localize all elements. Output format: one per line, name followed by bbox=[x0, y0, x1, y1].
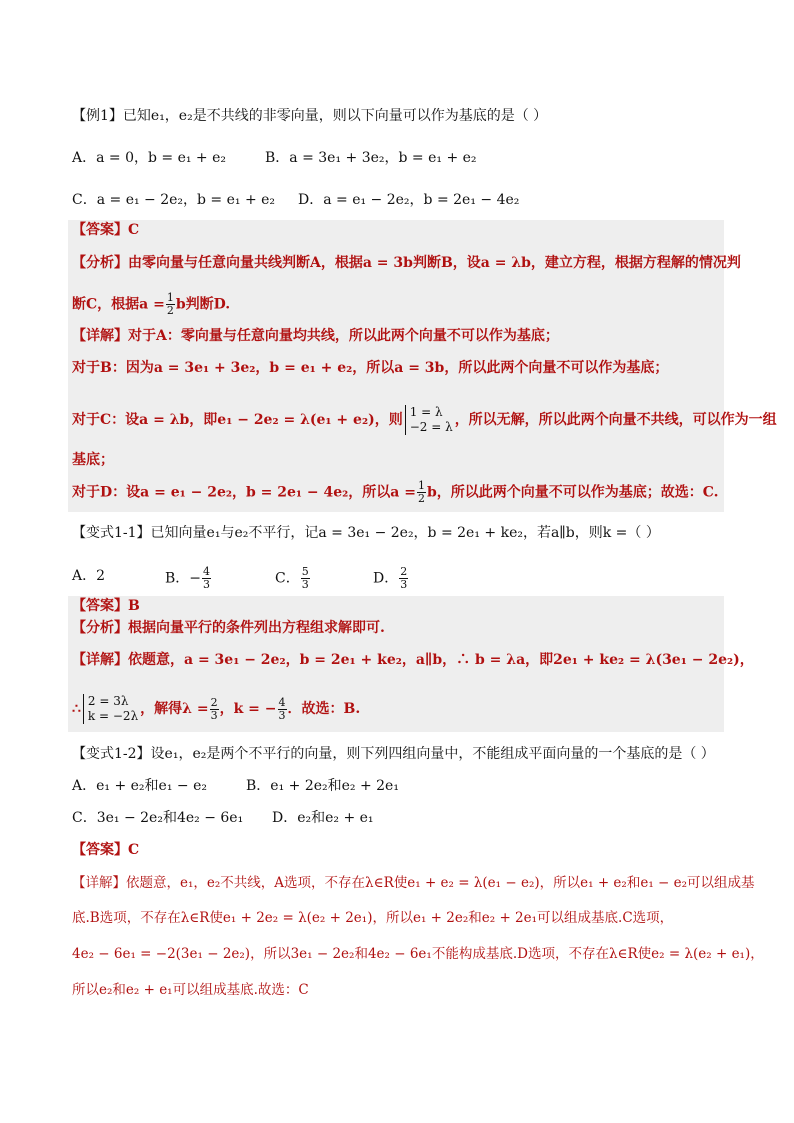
example-1-detail-b: 对于B：因为a = 3e₁ + 3e₂，b = e₁ + e₂，所以a = 3b，所以此两个向量不可以作为基底； bbox=[72, 360, 669, 376]
example-1-detail-a: 【详解】对于A：零向量与任意向量均共线，所以此两个向量不可以作为基底； bbox=[72, 328, 559, 344]
variant-1-2-answer: 【答案】C bbox=[72, 842, 140, 858]
variant-1-2-detail-4: 所以e₂和e₂ + e₁可以组成基底.故选：C bbox=[72, 982, 309, 998]
variant-1-1-option-b: B．− $\frac{4}{3}$ bbox=[165, 565, 211, 591]
variant-1-2-option-c: C．3e₁ − 2e₂和4e₂ − 6e₁ bbox=[72, 810, 244, 826]
example-1-option-d: D．a = e₁ − 2e₂，b = 2e₁ − 4e₂ bbox=[298, 192, 520, 208]
example-1-detail-d: 对于D：设a = e₁ − 2e₂，b = 2e₁ − 4e₂，所以a = $\frac{1}{2}$ b，所以此两个向量不可以作为基底；故选：C. bbox=[72, 479, 719, 505]
variant-1-1-detail-1: 【详解】依题意，a = 3e₁ − 2e₂，b = 2e₁ + ke₂，a∥b，∴ b = λa，即2e₁ + ke₂ = λ(3e₁ − 2e₂)， bbox=[72, 652, 754, 668]
variant-1-1-answer: 【答案】B bbox=[72, 598, 140, 614]
variant-1-1-option-d: D． $\frac{2}{3}$ bbox=[373, 565, 408, 591]
variant-1-2-detail-2: 底.B选项，不存在λ∈R使e₁ + 2e₂ = λ(e₂ + 2e₁)，所以e₁ + 2e₂和e₂ + 2e₁可以组成基底.C选项， bbox=[72, 910, 674, 926]
example-1-option-a: A．a = 0，b = e₁ + e₂ bbox=[72, 150, 227, 166]
example-1-option-c: C．a = e₁ − 2e₂，b = e₁ + e₂ bbox=[72, 192, 276, 208]
example-1-option-b: B．a = 3e₁ + 3e₂，b = e₁ + e₂ bbox=[265, 150, 477, 166]
example-1-question: 【例1】已知e₁，e₂是不共线的非零向量，则以下向量可以作为基底的是（ ） bbox=[72, 108, 548, 124]
variant-1-2-option-b: B．e₁ + 2e₂和e₂ + 2e₁ bbox=[246, 778, 399, 794]
variant-1-1-analysis: 【分析】根据向量平行的条件列出方程组求解即可. bbox=[72, 620, 385, 636]
variant-1-2-question: 【变式1-2】设e₁，e₂是两个不平行的向量，则下列四组向量中，不能组成平面向量的一个基底的是（ ） bbox=[72, 746, 715, 762]
example-1-analysis-line-1: 【分析】由零向量与任意向量共线判断A，根据a = 3b判断B，设a = λb，建立方程，根据方程解的情况判 bbox=[72, 255, 741, 271]
variant-1-1-question: 【变式1-1】已知向量e₁与e₂不平行，记a = 3e₁ − 2e₂，b = 2e₁ + ke₂，若a∥b，则k =（ ） bbox=[72, 525, 660, 541]
variant-1-1-option-a: A．2 bbox=[72, 568, 106, 584]
example-1-answer: 【答案】C bbox=[72, 222, 140, 238]
variant-1-1-option-c: C． $\frac{5}{3}$ bbox=[275, 565, 309, 591]
fraction: $\frac{1}{2}$ bbox=[166, 291, 174, 317]
fraction: $\frac{1}{2}$ bbox=[417, 479, 425, 505]
equation-system: 1 = λ −2 = λ bbox=[405, 405, 453, 435]
example-1-detail-c-cont: 基底； bbox=[72, 452, 114, 468]
example-1-detail-c: 对于C：设a = λb，即e₁ − 2e₂ = λ(e₁ + e₂)，则 1 = λ −2 = λ ，所以无解，所以此两个向量不共线，可以作为一组 bbox=[72, 405, 777, 434]
variant-1-1-detail-2: ∴ 2 = 3λ k = −2λ ，解得λ = $\frac{2}{3}$ ，k = − $\frac{4}{3}$ ．故选：B. bbox=[72, 694, 361, 723]
example-1-analysis-line-2: 断C，根据a = $\frac{1}{2}$ b判断D. bbox=[72, 291, 231, 317]
variant-1-2-detail-1: 【详解】依题意，e₁，e₂不共线，A选项，不存在λ∈R使e₁ + e₂ = λ(e₁ − e₂)，所以e₁ + e₂和e₁ − e₂可以组成基 bbox=[72, 875, 755, 891]
equation-system: 2 = 3λ k = −2λ bbox=[83, 694, 138, 724]
variant-1-2-option-d: D．e₂和e₂ + e₁ bbox=[272, 810, 374, 826]
variant-1-2-option-a: A．e₁ + e₂和e₁ − e₂ bbox=[72, 778, 207, 794]
variant-1-2-detail-3: 4e₂ − 6e₁ = −2(3e₁ − 2e₂)，所以3e₁ − 2e₂和4e₂ − 6e₁不能构成基底.D选项，不存在λ∈R使e₂ = λ(e₂ + e₁)， bbox=[72, 946, 764, 962]
